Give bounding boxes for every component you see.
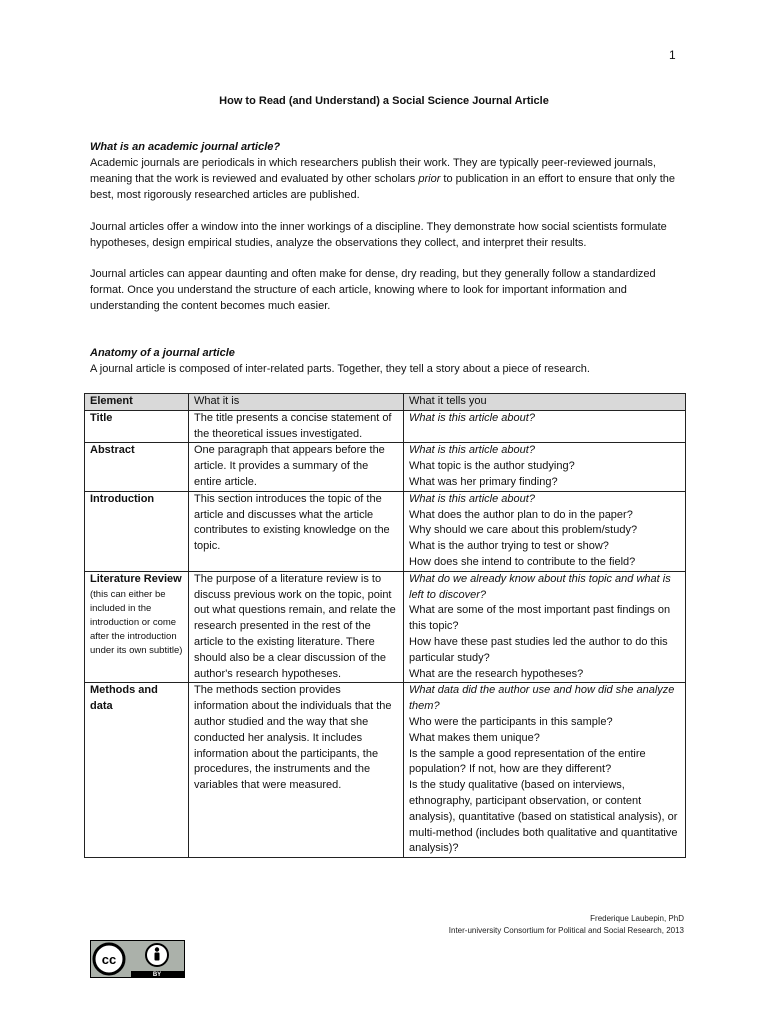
element-cell [85,443,189,491]
what-it-is-cell: One paragraph that appears before the article. It provides a summary of the entire article. [189,443,404,491]
question-line: What was her primary finding? [409,475,558,488]
element-name: Title [90,411,113,424]
section-body: Academic journals are periodicals in which researchers publish their work. They are typically peer-reviewed journals, meaning that the work is reviewed and evaluated by other scholars prior to publication in an effort to ensure that only the best, most rigorously researched articles are published. [90,157,675,201]
what-it-is-cell: The methods section provides information about the individuals that the author studied and the way that she conducted her analysis. It includes information about the participants, the procedures, the instruments and the variables that were measured. [189,683,404,858]
paragraph: Journal articles can appear daunting and often make for dense, dry reading, but they generally follow a standardized format. Once you understand the structure of each article, knowing where to look for important information and understanding the content becomes much easier. [90,268,656,312]
table-header-row [85,394,686,411]
element-name: Literature Review [90,572,182,585]
footer-author: Frederique Laubepin, PhD [590,914,684,923]
table-row [85,443,686,491]
what-it-tells-cell [404,571,686,683]
question-line: Is the study qualitative (based on interviews, ethnography, participant observation, or content analysis), quantitative (based on statistical analysis), or multi-method (includes both qualitative and quantitative analysis)? [409,779,678,855]
what-it-tells-cell [404,683,686,858]
footer [449,913,684,937]
question-line: What makes them unique? [409,731,540,744]
what-it-tells-cell [404,410,686,443]
question-line: Is the sample a good representation of the entire population? If not, how are they different? [409,747,646,776]
question-line: What is the author trying to test or show? [409,540,609,553]
table-row [85,571,686,683]
section-heading: What is an academic journal article? [90,141,281,153]
question-line: What topic is the author studying? [409,460,575,473]
question-line: How have these past studies led the author to do this particular study? [409,635,668,664]
by-text: BY [152,972,162,977]
section-intro: A journal article is composed of inter-related parts. Together, they tell a story about a piece of research. [90,363,590,375]
element-cell [85,491,189,571]
what-it-is-cell: The title presents a concise statement of the theoretical issues investigated. [189,410,404,443]
element-cell [85,571,189,683]
header-element: Element [85,394,189,411]
header-what-it-tells-you: What it tells you [404,394,686,411]
table-row [85,410,686,443]
question-line: What does the author plan to do in the paper? [409,508,633,521]
cc-text: cc [101,952,117,967]
cc-by-license-badge [90,940,185,978]
table-row [85,491,686,571]
emphasis-prior: prior [418,173,441,185]
what-it-is-cell: This section introduces the topic of the article and discusses what the article contributes to existing knowledge on the topic. [189,491,404,571]
table-body [85,410,686,857]
guiding-question: What is this article about? [409,492,535,505]
element-name: Introduction [90,492,155,505]
section-heading: Anatomy of a journal article [90,347,235,359]
paragraph-daunting [90,266,690,314]
question-line: How does she intend to contribute to the field? [409,555,636,568]
what-it-tells-cell [404,491,686,571]
cc-by-icon [91,941,184,977]
question-line: What are the research hypotheses? [409,667,584,680]
paragraph: Journal articles offer a window into the inner workings of a discipline. They demonstrate how social scientists formulate hypotheses, design empirical studies, analyze the observations they collect, and interpret their results. [90,221,667,249]
what-it-is-cell: The purpose of a literature review is to discuss previous work on the topic, point out what questions remain, and relate the research presented in the rest of the article to the existing literature. There should also be a clear discussion of the author's research hypotheses. [189,571,404,683]
question-line: What are some of the most important past findings on this topic? [409,604,671,633]
footer-organization: Inter-university Consortium for Political and Social Research, 2013 [448,926,684,935]
document-title: How to Read (and Understand) a Social Science Journal Article [219,95,549,107]
guiding-question: What is this article about? [409,444,535,457]
element-name: Abstract [90,444,135,457]
element-cell [85,410,189,443]
question-line: Why should we care about this problem/study? [409,524,638,537]
page-number: 1 [669,48,676,62]
element-name: Methods and data [90,684,158,713]
section-what-is-journal-article [90,139,690,203]
element-cell [85,683,189,858]
guiding-question: What is this article about? [409,411,535,424]
guiding-question: What data did the author use and how did she analyze them? [409,684,675,713]
element-note: (this can either be included in the introduction or come after the introduction under its own subtitle) [90,588,183,656]
anatomy-table [84,393,686,858]
header-what-it-is: What it is [189,394,404,411]
what-it-tells-cell [404,443,686,491]
table-row [85,683,686,858]
section-anatomy [90,345,690,377]
guiding-question: What do we already know about this topic and what is left to discover? [409,572,671,601]
question-line: Who were the participants in this sample? [409,715,613,728]
paragraph-window [90,219,690,251]
